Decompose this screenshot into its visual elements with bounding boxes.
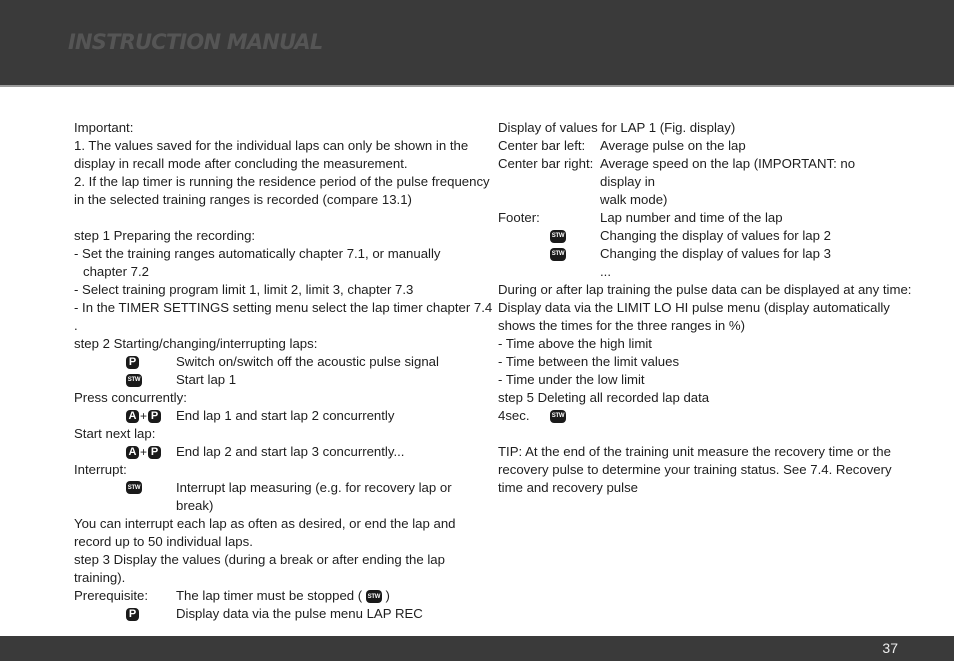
text-line: Changing the display of values for lap 2 (600, 228, 831, 243)
key-row (498, 227, 898, 245)
text-line: - Time above the high limit (498, 336, 652, 351)
manual-title: INSTRUCTION MANUAL (68, 30, 323, 54)
p-key-icon: P (126, 356, 139, 369)
key-row (74, 371, 474, 389)
text-line: - Set the training ranges automatically chapter 7.1, or manually (74, 246, 441, 261)
def-value: Average speed on the lap (IMPORTANT: no display in (600, 156, 856, 189)
text-line: Changing the display of values for lap 3 (600, 246, 831, 261)
stw-key-icon: STW (126, 374, 142, 387)
text-line: Press concurrently: (74, 390, 187, 405)
text-line: - Select training program limit 1, limit 2, limit 3, chapter 7.3 (74, 282, 414, 297)
right-column (498, 119, 912, 497)
text-line: in the selected training ranges is recorded (compare 13.1) (74, 192, 412, 207)
left-column (74, 119, 493, 623)
a-key-icon: A (126, 446, 139, 459)
key-row (74, 605, 474, 623)
step5-heading: step 5 Deleting all recorded lap data (498, 390, 710, 405)
def-label: Center bar left: (498, 138, 586, 153)
text-line: Display of values for LAP 1 (Fig. display) (498, 120, 736, 135)
tip-line: recovery pulse to determine your training status. See 7.4. Recovery (498, 462, 892, 477)
text-line: During or after lap training the pulse data can be displayed at any time: (498, 282, 912, 297)
text-line: Interrupt lap measuring (e.g. for recovery lap or (176, 480, 452, 495)
tip-line: time and recovery pulse (498, 480, 639, 495)
stw-key-icon: STW (550, 230, 566, 243)
duration-label: 4sec. (498, 408, 530, 423)
key-row (498, 407, 898, 425)
text-line: Display data via the LIMIT LO HI pulse menu (display automatically (498, 300, 890, 315)
ellipsis: ... (600, 264, 611, 279)
def-row (498, 209, 898, 227)
stw-key-icon: STW (126, 481, 142, 494)
text-line: 2. If the lap timer is running the residence period of the pulse frequency (74, 174, 490, 189)
def-value: walk mode) (600, 192, 668, 207)
p-key-icon: P (148, 446, 161, 459)
step1-heading: step 1 Preparing the recording: (74, 228, 256, 243)
text-line: End lap 1 and start lap 2 concurrently (176, 408, 395, 423)
text-line: Switch on/switch off the acoustic pulse signal (176, 354, 439, 369)
def-value: Average pulse on the lap (600, 138, 746, 153)
plus-sign: + (140, 445, 148, 459)
key-row (74, 443, 474, 461)
text-line: record up to 50 individual laps. (74, 534, 253, 549)
text-line: You can interrupt each lap as often as desired, or end the lap and (74, 516, 456, 531)
text-line: 1. The values saved for the individual laps can only be shown in the (74, 138, 469, 153)
important-heading: Important: (74, 120, 134, 135)
key-row (498, 245, 898, 263)
def-row (498, 155, 898, 209)
def-label: Footer: (498, 210, 540, 225)
key-row (74, 407, 474, 425)
p-key-icon: P (148, 410, 161, 423)
page-header (0, 0, 954, 87)
key-row (74, 479, 474, 515)
text-line: End lap 2 and start lap 3 concurrently... (176, 444, 405, 459)
def-value: Lap number and time of the lap (600, 210, 783, 225)
stw-key-icon: STW (550, 410, 566, 423)
prerequisite-row (74, 587, 474, 605)
page-number: 37 (882, 640, 898, 656)
text-line: - In the TIMER SETTINGS setting menu select the lap timer chapter 7.4 (74, 300, 493, 315)
plus-sign: + (140, 409, 148, 423)
tip-line: TIP: At the end of the training unit measure the recovery time or the (498, 444, 891, 459)
key-row (74, 353, 474, 371)
text-line: display in recall mode after concluding the measurement. (74, 156, 408, 171)
text-line: ) (385, 588, 390, 603)
prerequisite-label: Prerequisite: (74, 588, 149, 603)
p-key-icon: P (126, 608, 139, 621)
text-line: . (74, 318, 78, 333)
text-line: Start next lap: (74, 426, 156, 441)
text-line: training). (74, 570, 126, 585)
text-line: chapter 7.2 (83, 264, 149, 279)
ellipsis-row (498, 263, 898, 281)
def-row (498, 137, 898, 155)
text-line: Start lap 1 (176, 372, 237, 387)
step2-heading: step 2 Starting/changing/interrupting laps: (74, 336, 318, 351)
text-line: break) (176, 498, 214, 513)
text-line: Interrupt: (74, 462, 127, 477)
stw-key-icon: STW (550, 248, 566, 261)
text-line: - Time between the limit values (498, 354, 680, 369)
text-line: - Time under the low limit (498, 372, 645, 387)
a-key-icon: A (126, 410, 139, 423)
page-footer (0, 636, 954, 661)
step3-heading: step 3 Display the values (during a break or after ending the lap (74, 552, 445, 567)
def-label: Center bar right: (498, 156, 594, 171)
text-line: shows the times for the three ranges in %) (498, 318, 746, 333)
text-line: The lap timer must be stopped ( (176, 588, 363, 603)
stw-key-icon: STW (366, 590, 382, 603)
text-line: Display data via the pulse menu LAP REC (176, 606, 423, 621)
